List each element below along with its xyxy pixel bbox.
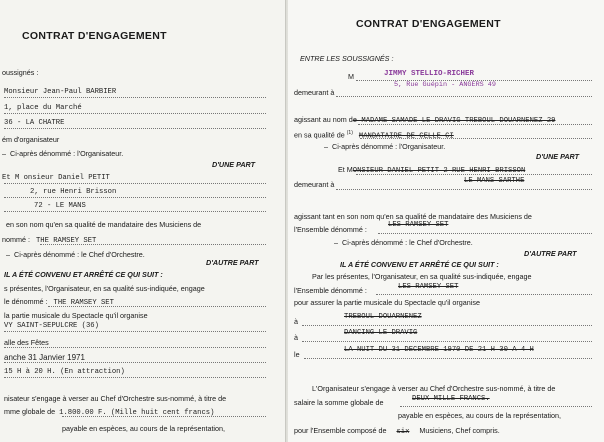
left-organizer-line: – Ci-après dénommé : l'Organisateur.: [2, 149, 124, 158]
left-musician-line: [2, 174, 110, 183]
left-musician-city: 72 - LE MANS: [34, 202, 86, 210]
left-presentes: s présentes, l'Organisateur, en sa qualité sus-indiquée, engage: [4, 284, 205, 293]
right-qualite-line: en sa qualité de $^{(1)}$ MANDATAIRE DE CELLE CI: [294, 130, 454, 141]
dotted-line: [302, 325, 592, 326]
right-qualite-value: MANDATAIRE DE CELLE CI: [358, 132, 454, 141]
right-ensemble-label: l'Ensemble dénommé :: [294, 225, 367, 234]
dotted-line: [4, 183, 266, 184]
dotted-line: [62, 416, 266, 417]
right-date: LA NUIT DU 31 DECEMBRE 1970 DE 21 H 30 A 4 H: [344, 346, 534, 354]
left-title: CONTRAT D'ENGAGEMENT: [22, 30, 167, 42]
right-chef-label: Ci-après dénommé : le Chef d'Orchestre.: [342, 238, 473, 247]
left-role-text: m d'organisateur: [6, 135, 60, 144]
dotted-line: [302, 341, 592, 342]
right-une-part: D'UNE PART: [536, 152, 579, 161]
right-verser: L'Organisateur s'engage à verser au Chef d'Orchestre sus-nommé, à titre de: [312, 384, 556, 393]
left-chef-label: Ci-après dénommé : le Chef d'Orchestre.: [14, 250, 145, 259]
right-entre: ENTRE LES SOUSSIGNÉS :: [300, 54, 394, 63]
dotted-line: [4, 197, 266, 198]
right-demeurant2: demeurant à: [294, 180, 335, 189]
dotted-line: [4, 347, 266, 348]
right-a1: à: [294, 317, 298, 326]
left-organizer-label: Ci-après dénommé : l'Organisateur.: [10, 149, 124, 158]
left-mandataire: en son nom qu'en sa qualité de mandataire des Musiciens de: [6, 220, 202, 229]
left-soussignes: oussignés :: [2, 68, 39, 77]
left-verser: nisateur s'engage à verser au Chef d'Orchestre sus-nommé, à titre de: [4, 394, 227, 403]
left-partie: la partie musicale du Spectacle qu'il organise: [4, 311, 148, 320]
right-et-value: ONSIEUR DANIEL PETIT 2 RUE HENRI BRISSON: [352, 167, 526, 175]
dotted-line: [40, 244, 266, 245]
dotted-line: [48, 306, 266, 307]
dotted-line: [4, 362, 266, 363]
left-role: [2, 135, 59, 144]
right-organizer-label: Ci-après dénommé : l'Organisateur.: [332, 142, 446, 151]
left-convenu: IL A ÉTÉ CONVENU ET ARRÊTÉ CE QUI SUIT :: [4, 270, 163, 279]
left-somme-label: mme globale de: [4, 407, 56, 416]
left-organizer-name: Monsieur Jean-Paul BARBIER: [4, 88, 117, 96]
dotted-line: [400, 406, 592, 407]
right-demeurant2-value: LE MANS SARTHE: [464, 177, 525, 185]
left-musician-name: onsieur Daniel PETIT: [23, 174, 110, 182]
right-chef-line: – Ci-après dénommé : le Chef d'Orchestre.: [334, 238, 473, 247]
left-et: Et M: [2, 174, 20, 182]
stamp-address: 5, Rue Guépin - ANGERS 49: [394, 81, 496, 89]
right-qualite: en sa qualité de: [294, 130, 345, 140]
right-mandataire: agissant tant en son nom qu'en sa qualité de mandataire des Musiciens de: [294, 212, 532, 221]
right-organizer-line: – Ci-après dénommé : l'Organisateur.: [324, 142, 446, 151]
dotted-line: [376, 294, 592, 295]
right-salaire-value: DEUX MILLE FRANCS.: [412, 395, 490, 403]
left-nomme: nommé :: [2, 235, 30, 244]
left-contract-page: [0, 0, 286, 442]
right-assurer: pour assurer la partie musicale du Spectacle qu'il organise: [294, 298, 480, 307]
right-lieu2: DANCING LE DRAVIG: [344, 329, 418, 337]
right-presentes: Par les présentes, l'Organisateur, en sa qualité sus-indiquée, engage: [312, 272, 532, 281]
left-lieu: VY SAINT-SEPULCRE (36): [4, 322, 99, 330]
dotted-line: [4, 128, 266, 129]
right-a2: à: [294, 333, 298, 342]
left-somme: 1.800.00 F. (Mille huit cent francs): [59, 409, 215, 417]
left-payable: payable en espèces, au cours de la représentation,: [62, 424, 226, 433]
right-agissant-value: e MADAME SAMADE LE DRAVIG TREBOUL DOUARNENEZ 29: [352, 117, 556, 125]
left-role-prefix: é: [2, 135, 6, 144]
left-organizer-street: 1, place du Marché: [4, 104, 82, 112]
dotted-line: [4, 377, 266, 378]
dotted-line: [4, 331, 266, 332]
right-contract-page: [288, 0, 604, 442]
left-organizer-city: 36 - LA CHATRE: [4, 119, 65, 127]
dotted-line: [336, 189, 592, 190]
left-une-part: D'UNE PART: [212, 160, 255, 169]
left-date: anche 31 Janvier 1971: [4, 353, 85, 362]
dotted-line: [4, 97, 266, 98]
dotted-line: [356, 174, 592, 175]
right-compose: pour l'Ensemble composé de: [294, 426, 387, 435]
left-autre-part: D'AUTRE PART: [206, 258, 259, 267]
left-musician-street: 2, rue Henri Brisson: [30, 188, 117, 196]
dotted-line: [336, 96, 592, 97]
right-compose-value: six: [396, 428, 410, 436]
right-title: CONTRAT D'ENGAGEMENT: [356, 18, 501, 30]
right-payable: payable en espèces, au cours de la représentation,: [398, 411, 562, 420]
left-chef-line: – Ci-après dénommé : le Chef d'Orchestre.: [6, 250, 145, 259]
right-et: Et M: [338, 165, 353, 174]
right-agissant: agissant au nom d: [294, 115, 353, 124]
right-convenu: IL A ÉTÉ CONVENU ET ARRÊTÉ CE QUI SUIT :: [340, 260, 499, 269]
right-le: le: [294, 350, 300, 359]
left-heure: 15 H à 20 H. (En attraction): [4, 368, 125, 376]
left-salle: alle des Fêtes: [4, 338, 49, 347]
right-demeurant: demeurant à: [294, 88, 335, 97]
right-m: M: [348, 72, 354, 81]
dotted-line: [304, 358, 592, 359]
stamp-name: JIMMY STELLIO-RICHER: [384, 70, 475, 78]
right-lieu1: TREBOUL DOUARNENEZ: [344, 313, 422, 321]
right-salaire: salaire la somme globale de: [294, 398, 384, 407]
right-autre-part: D'AUTRE PART: [524, 249, 577, 258]
right-compose-line: [294, 426, 500, 437]
dotted-line: [4, 113, 266, 114]
left-nomme2: le dénommé :: [4, 297, 48, 306]
dotted-line: [378, 233, 592, 234]
right-ensemble2: LES RAMSEY SET: [398, 283, 459, 291]
left-ensemble2: THE RAMSEY SET: [53, 299, 114, 307]
right-compose-end: Musiciens, Chef compris.: [419, 426, 500, 435]
dotted-line: [4, 211, 266, 212]
left-ensemble: THE RAMSEY SET: [35, 237, 97, 245]
right-ensemble-label2: l'Ensemble dénommé :: [294, 286, 367, 295]
right-ensemble: LES RAMSEY SET: [388, 221, 449, 229]
dotted-line: [360, 138, 592, 139]
dotted-line: [358, 124, 592, 125]
